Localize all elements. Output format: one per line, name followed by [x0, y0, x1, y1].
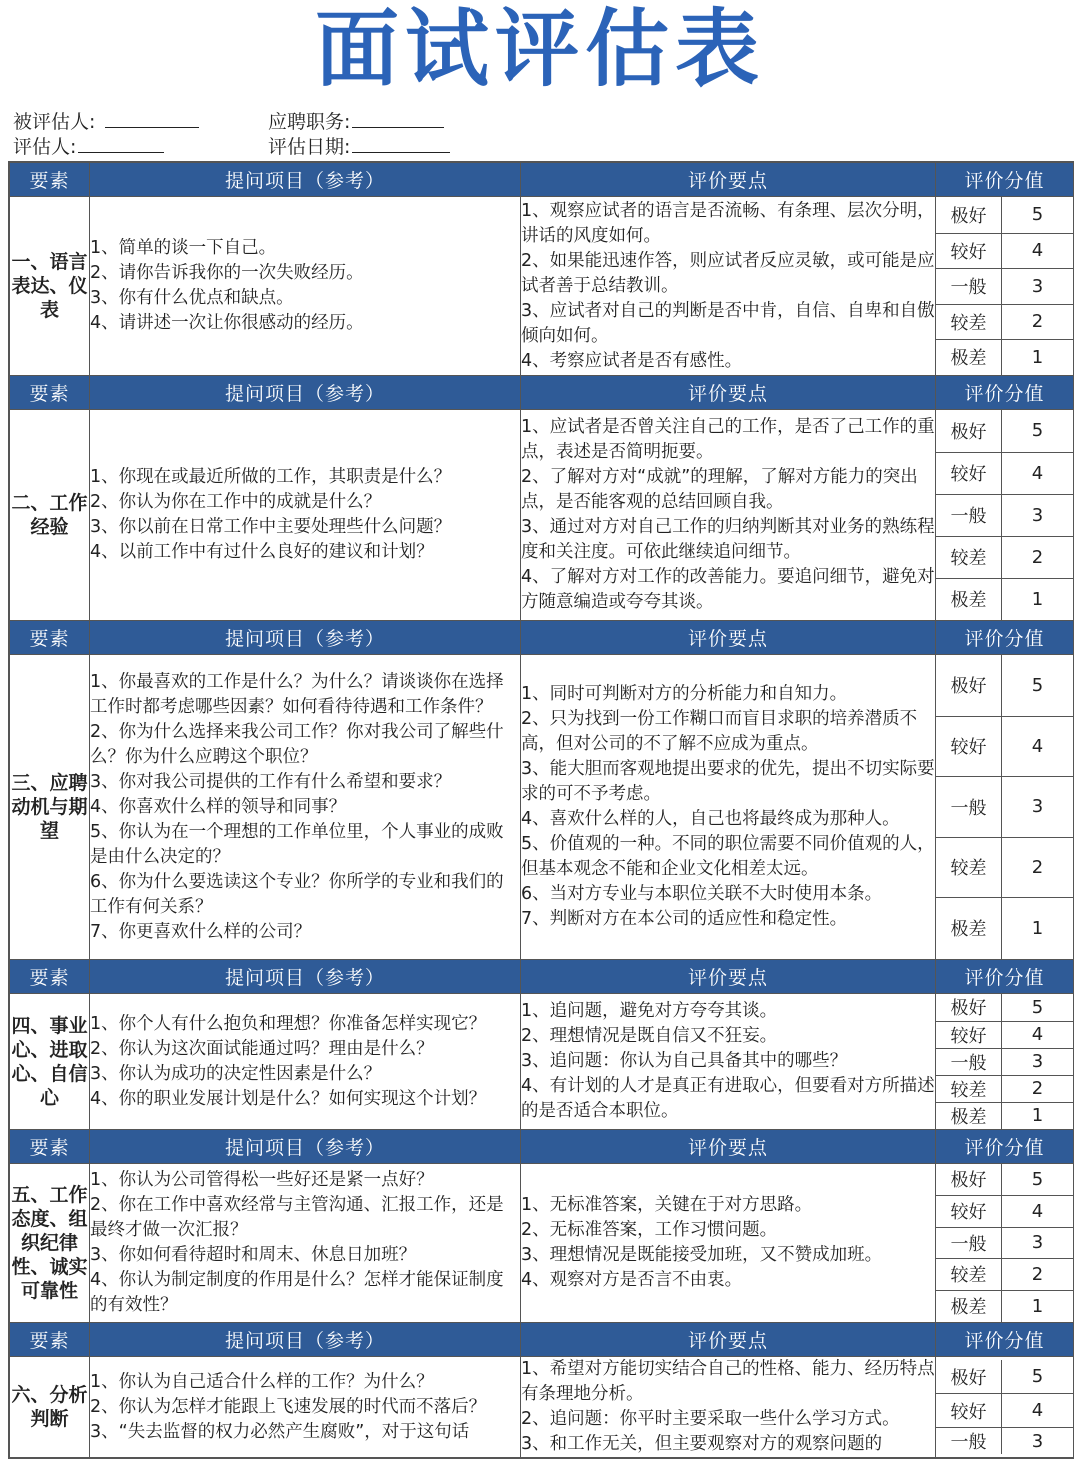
- score-row: [936, 1102, 1073, 1129]
- evaluation-table: [8, 161, 1074, 1459]
- score-value[interactable]: 4: [1002, 452, 1074, 494]
- score-row: [936, 1290, 1073, 1322]
- point-item: 4、喜欢什么样的人，自己也将最终成为那种人。: [521, 809, 900, 829]
- question-item: 3、你对我公司提供的工作有什么希望和要求？: [90, 771, 452, 792]
- header-element: 要素: [10, 376, 90, 410]
- score-level[interactable]: 极好: [936, 1360, 1002, 1394]
- score-row: [936, 1258, 1073, 1290]
- score-level[interactable]: 较好: [936, 1021, 1002, 1048]
- header-questions: 提问项目（参考）: [90, 1323, 521, 1357]
- score-value[interactable]: 5: [1002, 410, 1074, 452]
- score-row: [936, 197, 1073, 233]
- score-value[interactable]: 3: [1031, 1430, 1044, 1452]
- score-value[interactable]: 2: [1002, 837, 1074, 897]
- question-item: 4、请讲述一次让你很感动的经历。: [90, 313, 364, 333]
- question-item: 3、“失去监督的权力必然产生腐败”，对于这句话: [90, 1421, 470, 1442]
- score-cell: [936, 1357, 1074, 1458]
- score-level[interactable]: 较差: [936, 837, 1002, 897]
- question-item: 3、你以前在日常工作中主要处理些什么问题？: [90, 517, 452, 537]
- question-item: 3、你认为成功的决定性因素是什么？: [90, 1063, 382, 1084]
- score-level[interactable]: 一般: [936, 268, 1002, 304]
- score-level[interactable]: 一般: [936, 1227, 1002, 1258]
- score-level[interactable]: 极好: [936, 197, 1002, 233]
- questions-cell: [90, 994, 521, 1130]
- evaluation-grid: [9, 162, 1074, 1458]
- score-table: [936, 1360, 1073, 1455]
- score-level[interactable]: 较差: [936, 1258, 1002, 1290]
- page-title: 面试评估表: [314, 0, 765, 98]
- score-row: [936, 1021, 1073, 1048]
- header-questions: 提问项目（参考）: [90, 376, 521, 410]
- score-row: [936, 716, 1073, 776]
- point-item: 3、和工作无关，但主要观察对方的观察问题的: [521, 1434, 883, 1454]
- header-points: 评价要点: [521, 163, 936, 197]
- point-item: 3、应试者对自己的判断是否中肯，自信、自卑和自傲倾向如何。: [521, 300, 935, 346]
- score-value[interactable]: 4: [1002, 1195, 1074, 1227]
- header-row: [10, 376, 1074, 410]
- element-cell: 五、工作态度、组织纪律性、诚实可靠性: [10, 1164, 90, 1323]
- question-item: 1、你最喜欢的工作是什么？为什么？请谈谈你在选择工作时都考虑哪些因素？如何看待待遇和工作条件？: [90, 671, 504, 717]
- evaluator-label: 评估人:: [13, 136, 77, 158]
- score-value[interactable]: 1: [1031, 588, 1044, 610]
- score-cell: [936, 655, 1074, 960]
- date-field: [268, 132, 450, 159]
- score-level[interactable]: 极差: [936, 1290, 1002, 1322]
- point-item: 2、无标准答案，工作习惯问题。: [521, 1220, 778, 1240]
- score-value[interactable]: 4: [1002, 716, 1074, 776]
- question-item: 6、你为什么要选读这个专业？你所学的专业和我们的工作有何关系？: [90, 871, 504, 917]
- header-score: 评价分值: [936, 621, 1074, 655]
- point-item: 1、观察应试者的语言是否流畅、有条理、层次分明，讲话的风度如何。: [521, 200, 935, 246]
- header-element: 要素: [10, 1323, 90, 1357]
- point-item: 1、无标准答案，关键在于对方思路。: [521, 1195, 813, 1215]
- header-row: [10, 621, 1074, 655]
- question-item: 3、你如何看待超时和周末、休息日加班？: [90, 1245, 417, 1265]
- score-level[interactable]: 一般: [936, 494, 1002, 536]
- question-item: 1、你个人有什么抱负和理想？你准备怎样实现它？: [90, 1013, 487, 1034]
- header-points: 评价要点: [521, 1130, 936, 1164]
- score-level[interactable]: 较好: [936, 233, 1002, 268]
- header-row: [10, 1130, 1074, 1164]
- score-row: [936, 837, 1073, 897]
- section-row: [10, 655, 1074, 960]
- score-row: [936, 655, 1073, 716]
- score-table: [936, 410, 1073, 620]
- score-level[interactable]: 较好: [936, 452, 1002, 494]
- header-questions: 提问项目（参考）: [90, 960, 521, 994]
- score-row: [936, 304, 1073, 339]
- score-value[interactable]: 4: [1002, 1021, 1074, 1048]
- question-item: 1、简单的谈一下自己。: [90, 238, 277, 258]
- question-item: 4、你的职业发展计划是什么？如何实现这个计划？: [90, 1088, 487, 1109]
- score-value[interactable]: 3: [1002, 1048, 1074, 1075]
- score-level[interactable]: 一般: [936, 1428, 1002, 1455]
- points-cell: [521, 655, 936, 960]
- points-cell: [521, 994, 936, 1130]
- score-cell: [936, 1164, 1074, 1323]
- question-item: 1、你认为公司管得松一些好还是紧一点好？: [90, 1170, 434, 1190]
- score-row: [936, 1428, 1073, 1455]
- header-points: 评价要点: [521, 960, 936, 994]
- point-item: 2、理想情况是既自信又不狂妄。: [521, 1026, 778, 1046]
- score-value[interactable]: 5: [1002, 197, 1074, 233]
- question-item: 4、以前工作中有过什么良好的建议和计划？: [90, 542, 434, 562]
- candidate-field: [13, 107, 199, 134]
- date-blank[interactable]: [352, 134, 450, 153]
- point-item: 6、当对方专业与本职位关联不大时使用本条。: [521, 884, 883, 904]
- question-item: 3、你有什么优点和缺点。: [90, 288, 294, 308]
- point-item: 1、希望对方能切实结合自己的性格、能力、经历特点有条理地分析。: [521, 1359, 935, 1404]
- evaluator-blank[interactable]: [78, 134, 164, 153]
- point-item: 3、通过对方对自己工作的归纳判断其对业务的熟练程度和关注度。可依此继续追问细节。: [521, 517, 935, 562]
- score-cell: [936, 994, 1074, 1130]
- point-item: 3、能大胆而客观地提出要求的优先，提出不切实际要求的可不予考虑。: [521, 759, 935, 804]
- question-item: 2、你认为怎样才能跟上飞速发展的时代而不落后？: [90, 1396, 487, 1417]
- point-item: 3、追问题：你认为自己具备其中的哪些？: [521, 1051, 848, 1071]
- points-cell: [521, 410, 936, 621]
- date-label: 评估日期:: [268, 136, 351, 158]
- score-level[interactable]: 较差: [936, 536, 1002, 578]
- score-value[interactable]: 2: [1002, 304, 1074, 339]
- point-item: 2、追问题：你平时主要采取一些什么学习方式。: [521, 1409, 900, 1429]
- score-value[interactable]: 4: [1002, 1394, 1074, 1428]
- score-level[interactable]: 极差: [936, 339, 1002, 375]
- points-cell: [521, 1164, 936, 1323]
- header-element: 要素: [10, 163, 90, 197]
- score-row: [936, 1048, 1073, 1075]
- score-level[interactable]: 较好: [936, 1394, 1002, 1428]
- score-value[interactable]: 3: [1002, 1227, 1074, 1258]
- position-label: 应聘职务:: [268, 111, 351, 133]
- question-item: 5、你认为在一个理想的工作单位里，个人事业的成败是由什么决定的？: [90, 821, 504, 867]
- score-row: [936, 1227, 1073, 1258]
- header-points: 评价要点: [521, 621, 936, 655]
- element-cell: 一、语言表达、仪表: [10, 197, 90, 376]
- score-row: [936, 339, 1073, 375]
- score-row: [936, 233, 1073, 268]
- score-row: [936, 1075, 1073, 1102]
- score-value[interactable]: 2: [1002, 1075, 1074, 1102]
- score-table: [936, 1164, 1073, 1322]
- candidate-blank[interactable]: [105, 109, 199, 128]
- score-row: [936, 1360, 1073, 1394]
- score-row: [936, 452, 1073, 494]
- candidate-label: 被评估人:: [13, 111, 96, 133]
- points-cell: [521, 197, 936, 376]
- question-item: 2、你为什么选择来我公司工作？你对我公司了解些什么？你为什么应聘这个职位？: [90, 721, 504, 767]
- question-item: 2、你在工作中喜欢经常与主管沟通、汇报工作，还是最终才做一次汇报？: [90, 1195, 504, 1240]
- header-score: 评价分值: [936, 376, 1074, 410]
- question-item: 7、你更喜欢什么样的公司？: [90, 921, 312, 942]
- score-value[interactable]: 3: [1002, 776, 1074, 837]
- question-item: 1、你现在或最近所做的工作，其职责是什么？: [90, 467, 452, 487]
- score-value[interactable]: 2: [1002, 1258, 1074, 1290]
- score-row: [936, 1394, 1073, 1428]
- point-item: 2、如果能迅速作答，则应试者反应灵敏，或可能是应试者善于总结教训。: [521, 250, 935, 296]
- questions-cell: [90, 1357, 521, 1458]
- score-level[interactable]: 较好: [936, 1195, 1002, 1227]
- position-blank[interactable]: [352, 109, 444, 128]
- header-element: 要素: [10, 1130, 90, 1164]
- header-points: 评价要点: [521, 1323, 936, 1357]
- score-value[interactable]: 3: [1002, 268, 1074, 304]
- point-item: 4、了解对方对工作的改善能力。要追问细节，避免对方随意编造或夸夸其谈。: [521, 567, 935, 612]
- score-cell: [936, 410, 1074, 621]
- header-row: [10, 163, 1074, 197]
- score-level[interactable]: 极差: [936, 1102, 1002, 1129]
- score-table: [936, 197, 1073, 375]
- score-value[interactable]: 1: [1031, 917, 1044, 939]
- header-questions: 提问项目（参考）: [90, 621, 521, 655]
- score-value[interactable]: 5: [1002, 994, 1074, 1021]
- section-row: [10, 1164, 1074, 1323]
- element-cell: 二、工作经验: [10, 410, 90, 621]
- question-item: 2、你认为这次面试能通过吗？理由是什么？: [90, 1038, 434, 1059]
- point-item: 2、了解对方对“成就”的理解，了解对方能力的突出点，是否能客观的总结回顾自我。: [521, 467, 918, 512]
- score-table: [936, 655, 1073, 959]
- point-item: 4、考察应试者是否有感性。: [521, 350, 743, 371]
- score-level[interactable]: 极差: [936, 578, 1002, 620]
- questions-cell: [90, 410, 521, 621]
- point-item: 2、只为找到一份工作糊口而盲目求职的培养潜质不高，但对公司的不了解不应成为重点。: [521, 709, 918, 754]
- score-table: [936, 994, 1073, 1129]
- score-value[interactable]: 5: [1002, 1164, 1074, 1195]
- header-element: 要素: [10, 621, 90, 655]
- score-value[interactable]: 2: [1002, 536, 1074, 578]
- point-item: 1、同时可判断对方的分析能力和自知力。: [521, 684, 848, 704]
- score-row: [936, 776, 1073, 837]
- score-level[interactable]: 极好: [936, 655, 1002, 716]
- point-item: 4、观察对方是否言不由衷。: [521, 1270, 743, 1290]
- score-level[interactable]: 极好: [936, 994, 1002, 1021]
- score-cell: [936, 197, 1074, 376]
- questions-cell: [90, 655, 521, 960]
- score-row: [936, 268, 1073, 304]
- score-level[interactable]: 极好: [936, 410, 1002, 452]
- point-item: 4、有计划的人才是真正有进取心，但要看对方所描述的是否适合本职位。: [521, 1076, 935, 1121]
- score-row: [936, 1164, 1073, 1195]
- questions-cell: [90, 1164, 521, 1323]
- score-level[interactable]: 极好: [936, 1164, 1002, 1195]
- score-value[interactable]: 3: [1002, 494, 1074, 536]
- score-value[interactable]: 5: [1002, 1360, 1074, 1394]
- header-score: 评价分值: [936, 1323, 1074, 1357]
- point-item: 7、判断对方在本公司的适应性和稳定性。: [521, 909, 848, 929]
- point-item: 5、价值观的一种。不同的职位需要不同价值观的人，但基本观念不能和企业文化相差太远。: [521, 834, 935, 879]
- header-score: 评价分值: [936, 1130, 1074, 1164]
- evaluator-field: [13, 132, 164, 159]
- header-element: 要素: [10, 960, 90, 994]
- section-row: [10, 410, 1074, 621]
- point-item: 1、应试者是否曾关注自己的工作，是否了己工作的重点，表述是否简明扼要。: [521, 417, 935, 462]
- element-cell: 六、分析判断: [10, 1357, 90, 1458]
- score-level[interactable]: 较好: [936, 716, 1002, 776]
- score-row: [936, 410, 1073, 452]
- question-item: 2、你认为你在工作中的成就是什么？: [90, 492, 382, 512]
- section-row: [10, 197, 1074, 376]
- header-points: 评价要点: [521, 376, 936, 410]
- element-cell: 四、事业心、进取心、自信心: [10, 994, 90, 1130]
- score-level[interactable]: 一般: [936, 1048, 1002, 1075]
- score-value[interactable]: 5: [1002, 655, 1074, 716]
- score-level[interactable]: 较差: [936, 304, 1002, 339]
- element-cell: 三、应聘动机与期望: [10, 655, 90, 960]
- section-row: [10, 994, 1074, 1130]
- points-cell: [521, 1357, 936, 1458]
- question-item: 4、你喜欢什么样的领导和同事？: [90, 796, 347, 817]
- point-item: 3、理想情况是既能接受加班，又不赞成加班。: [521, 1245, 883, 1265]
- score-row: [936, 536, 1073, 578]
- point-item: 1、追问题，避免对方夸夸其谈。: [521, 1001, 778, 1021]
- score-value[interactable]: 1: [1031, 346, 1044, 368]
- questions-cell: [90, 197, 521, 376]
- score-level[interactable]: 一般: [936, 776, 1002, 837]
- header-questions: 提问项目（参考）: [90, 163, 521, 197]
- score-level[interactable]: 极差: [936, 897, 1002, 959]
- question-item: 4、你认为制定制度的作用是什么？怎样才能保证制度的有效性？: [90, 1270, 504, 1315]
- position-field: [268, 107, 444, 134]
- section-row: [10, 1357, 1074, 1458]
- header-row: [10, 1323, 1074, 1357]
- question-item: 2、请你告诉我你的一次失败经历。: [90, 263, 364, 283]
- header-questions: 提问项目（参考）: [90, 1130, 521, 1164]
- score-row: [936, 578, 1073, 620]
- question-item: 1、你认为自己适合什么样的工作？为什么？: [90, 1371, 434, 1392]
- score-level[interactable]: 较差: [936, 1075, 1002, 1102]
- header-score: 评价分值: [936, 163, 1074, 197]
- header-score: 评价分值: [936, 960, 1074, 994]
- score-row: [936, 897, 1073, 959]
- header-row: [10, 960, 1074, 994]
- score-row: [936, 1195, 1073, 1227]
- score-row: [936, 494, 1073, 536]
- score-value[interactable]: 1: [1031, 1105, 1044, 1127]
- score-row: [936, 994, 1073, 1021]
- score-value[interactable]: 1: [1031, 1295, 1044, 1317]
- score-value[interactable]: 4: [1002, 233, 1074, 268]
